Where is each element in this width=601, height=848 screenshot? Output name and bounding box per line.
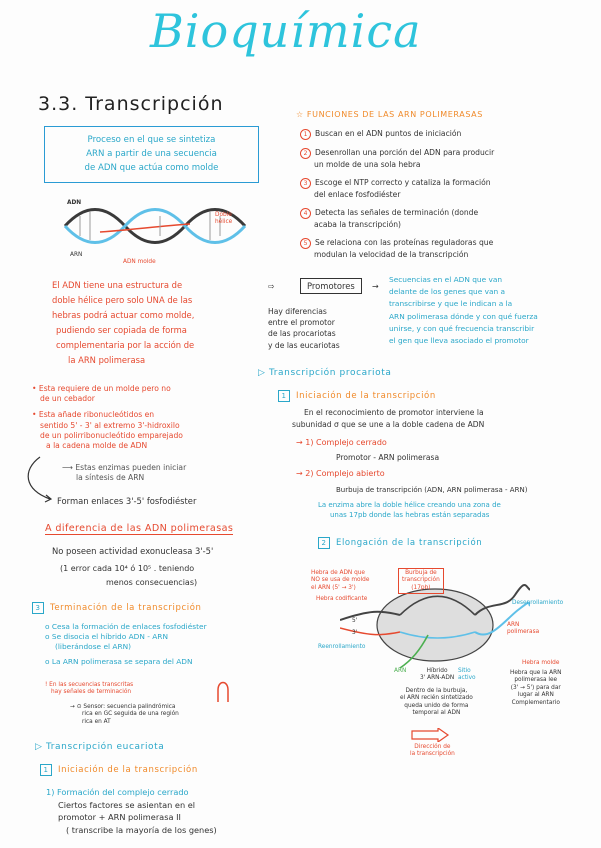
euc-text: 1) Formación del complejo cerrado Ciertos factores se asientan en el promotor + ARN polimerasa II ( transcribe la mayoría de los genes) [46,787,217,835]
direction-arrow-icon [410,728,450,742]
list-item: 4 Detecta las señales de terminación (donde [300,207,494,219]
terminacion-list: o Cesa la formación de enlaces fosfodiéster o Se disocia el híbrido ADN - ARN (liberándose el ARN) o La ARN polimerasa se separa del ADN [45,622,207,666]
diferencia-l2: (1 error cada 10⁴ ó 10⁵ . teniendo [60,564,195,573]
promotores-left: Hay diferencias entre el promotor de las procariotas y de las eucariotas [268,307,340,350]
proc-sub1: 1 Iniciación de la transcripción [278,390,436,402]
arn-polimerasa-label: ARN polimerasa [507,622,540,636]
page-title: Bioquímica [150,4,422,58]
section-title: 3.3. Transcripción [38,93,224,115]
burbuja-label: Burbuja de transcripción (17pb) [398,568,444,594]
euc-heading: ▷ Transcripción eucariota [35,742,165,752]
list-item: 1 Buscan en el ADN puntos de iniciación [300,128,494,140]
hairpin-icon [210,678,236,704]
label-adn: ADN [67,200,82,206]
bullet-list: • Esta requiere de un molde pero no de un cebador • Esta añade ribonucleótidos en sentido 5' - 3' al extremo 3'-hidroxilo de un polirribonucleótido emparejado a la cadena molde de ADN [32,384,183,451]
sitio-activo-label: Sitio activo [458,668,476,682]
sensor-text: → ⊙ Sensor: secuencia palindrómica rica en GC seguida de una región rica en AT [70,704,179,725]
dna-helix-diagram [60,196,250,262]
list-item: • Esta requiere de un molde pero no [32,384,171,393]
adn-text-block: El ADN tiene una estructura de doble hélice pero solo UNA de las hebras podrá actuar como molde, pudiendo ser copiada de forma complementaria por la acción de la ARN polimerasa [52,280,195,365]
list-item: 3 Escoge el NTP correcto y cataliza la formación [300,177,494,189]
euc-sub: 1 Iniciación de la transcripción [40,764,198,776]
label-adn-molde: ADN molde [123,259,156,265]
list-item: o La ARN polimerasa se separa del ADN [45,656,193,666]
reenrollamiento-label: Reenrollamiento [318,644,366,650]
list-item: • Esta añade ribonucleótidos en [32,410,155,420]
proc-c1: → 1) Complejo cerrado [296,438,387,447]
terminacion-heading: 3 Terminación de la transcripción [32,602,201,614]
direccion-label: Dirección de la transcripción [410,744,455,758]
arn-label: ARN [394,668,407,674]
arrow-note: ⟶ Estas enzimas pueden iniciar la síntesis de ARN [62,463,187,483]
proc-p1: En el reconocimiento de promotor interviene la subunidad σ que se une a la doble cadena de ADN [292,408,485,429]
label-doble-helice: Doble hélice [215,212,233,226]
hebra-codificante-label: Hebra codificante [316,596,368,602]
intro-box [44,126,259,183]
curved-arrow [20,455,60,505]
five-prime: 5' [352,618,358,624]
list-item: o Se disocia el híbrido ADN - ARN [45,632,168,642]
enlaces-text: Forman enlaces 3'-5' fosfodiéster [57,496,197,506]
proc-c2c: La enzima abre la doble hélice creando una zona de unas 17pb donde las hebras están separadas [318,501,501,520]
hibrido-label: Híbrido 3' ARN-ADN [420,668,455,682]
warn-text: ! En las secuencias transcritas hay señales de terminación [45,682,134,696]
proc-c2: → 2) Complejo abierto [296,469,385,478]
proc-c1b: Promotor - ARN polimerasa [336,453,440,462]
diferencia-heading: A diferencia de las ADN polimerasas [45,523,234,534]
desenrollamiento-label: Desenrollamiento [512,600,564,606]
diferencia-l1: No poseen actividad exonucleasa 3'-5' [52,546,214,556]
hebra-molde-label: Hebra molde [522,660,560,666]
label-arn: ARN [70,252,83,258]
list-item: 2 Desenrollan una porción del ADN para producir [300,147,494,159]
funciones-list: 1 Buscan en el ADN puntos de iniciación 2 Desenrollan una porción del ADN para producir un molde de una sola hebra 3 Escoge el NTP correcto y cataliza la formación del enlace fosfodiéster 4 Detecta las señales de terminación (donde acaba la transcripción) 5 Se relaciona con las proteínas reguladoras que modulan la velocidad de la transcripción [300,128,494,260]
hebra-no-molde-label: Hebra de ADN que NO se usa de molde el ARN (5' → 3') [311,570,370,591]
funciones-heading: ☆ FUNCIONES DE LAS ARN POLIMERASAS [296,110,483,119]
promotores-arrow-right: → [372,282,379,291]
promotores-right: Secuencias en el ADN que van delante de los genes que van a transcribirse y que le indican a la ARN polimerasa dónde y con qué fuerza unirse, y con qué frecuencia transcribir el gen que lleva asociado el promotor [389,275,538,346]
intro-line: Proceso en el que se sintetiza [87,135,216,145]
three-prime: 3' [352,630,358,636]
intro-line: ARN a partir de una secuencia [86,149,217,159]
promotores-box: Promotores [300,278,362,294]
hebra-molde-desc: Hebra que la ARN polimerasa lee (3' → 5') para dar lugar al ARN Complementario [510,670,562,706]
proc-sub2: 2 Elongación de la transcripción [318,537,482,549]
intro-line: de ADN que actúa como molde [84,163,219,173]
dentro-burbuja-text: Dentro de la burbuja, el ARN recién sintetizado queda unido de forma temporal al ADN [400,688,473,717]
proc-heading: ▷ Transcripción procariota [258,368,392,378]
proc-c2b: Burbuja de transcripción (ADN, ARN polimerasa - ARN) [336,486,528,494]
list-item: 5 Se relaciona con las proteínas reguladoras que [300,237,494,249]
diferencia-l3: menos consecuencias) [106,578,198,587]
promotores-arrow: ⇨ [268,282,275,291]
list-item: o Cesa la formación de enlaces fosfodiéster [45,622,207,631]
